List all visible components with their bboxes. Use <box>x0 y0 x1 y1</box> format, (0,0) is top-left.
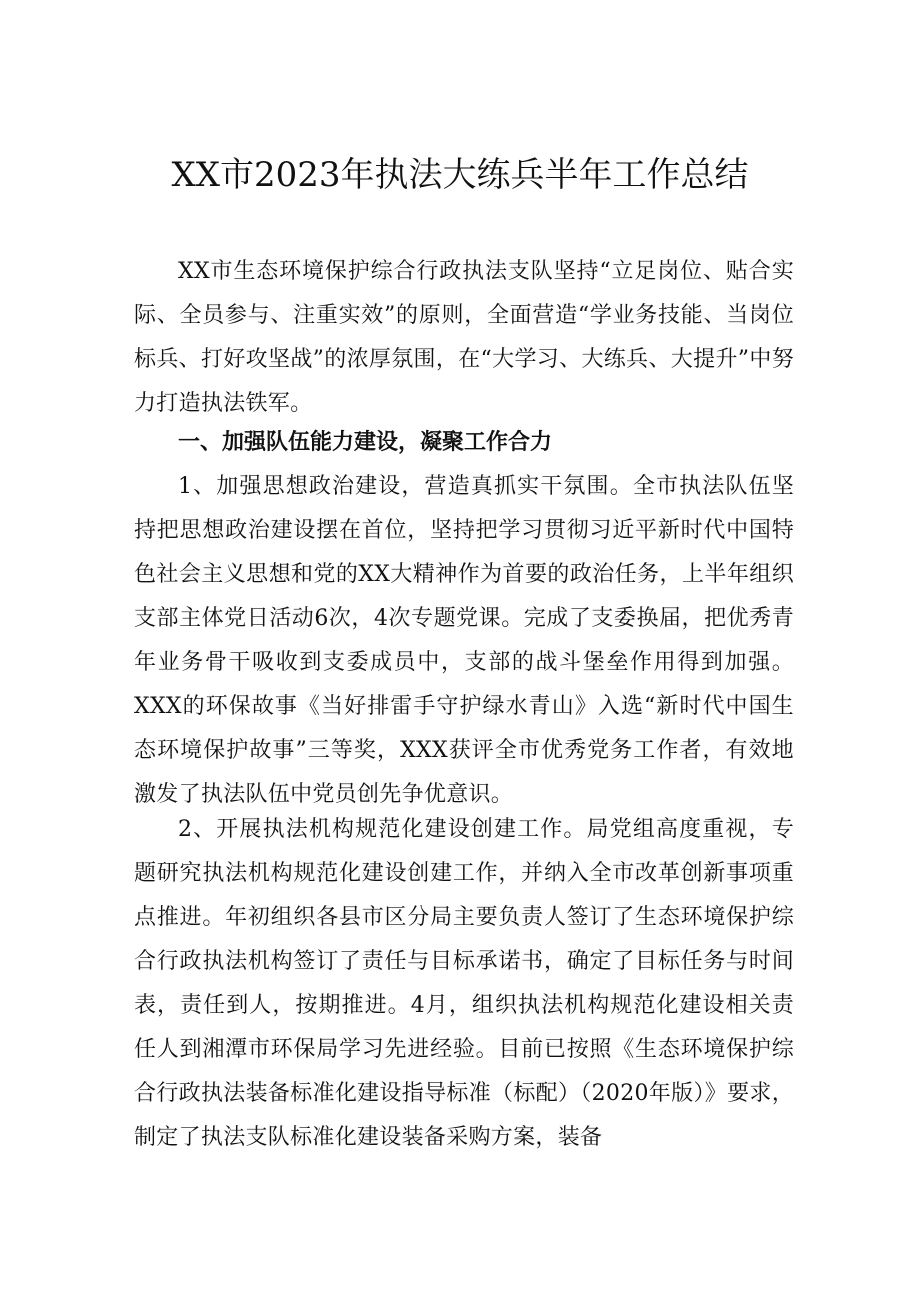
section-1-paragraph-1: 1、加强思想政治建设，营造真抓实干氛围。全市执法队伍坚持把思想政治建设摆在首位，坚持把学习贯彻习近平新时代中国特色社会主义思想和党的XX大精神作为首要的政治任务，上半年组织支部主体党日活动6次，4次专题党课。完成了支委换届，把优秀青年业务骨干吸收到支委成员中，支部的战斗堡垒作用得到加强。XXX的环保故事《当好排雷手守护绿水青山》入选“新时代中国生态环境保护故事”三等奖，XXX获评全市优秀党务工作者，有效地激发了执法队伍中党员创先争优意识。 <box>134 474 794 807</box>
document-title: XX市2023年执法大练兵半年工作总结 <box>171 155 749 195</box>
section-1-paragraph-2: 2、开展执法机构规范化建设创建工作。局党组高度重视，专题研究执法机构规范化建设创建工作，并纳入全市改革创新事项重点推进。年初组织各县市区分局主要负责人签订了生态环境保护综合行政执法机构签订了责任与目标承诺书，确定了目标任务与时间表，责任到人，按期推进。4月，组织执法机构规范化建设相关责任人到湘潭市环保局学习先进经验。目前已按照《生态环境保护综合行政执法装备标准化建设指导标准（标配）（2020年版）》要求，制定了执法支队标准化建设装备采购方案，装备 <box>134 817 794 1150</box>
section-heading-1: 一、加强队伍能力建设，凝聚工作合力 <box>178 430 553 455</box>
intro-paragraph: XX市生态环境保护综合行政执法支队坚持“立足岗位、贴合实际、全员参与、注重实效”的原则，全面营造“学业务技能、当岗位标兵、打好攻坚战”的浓厚氛围，在“大学习、大练兵、大提升”中努力打造执法铁军。 <box>134 259 794 416</box>
